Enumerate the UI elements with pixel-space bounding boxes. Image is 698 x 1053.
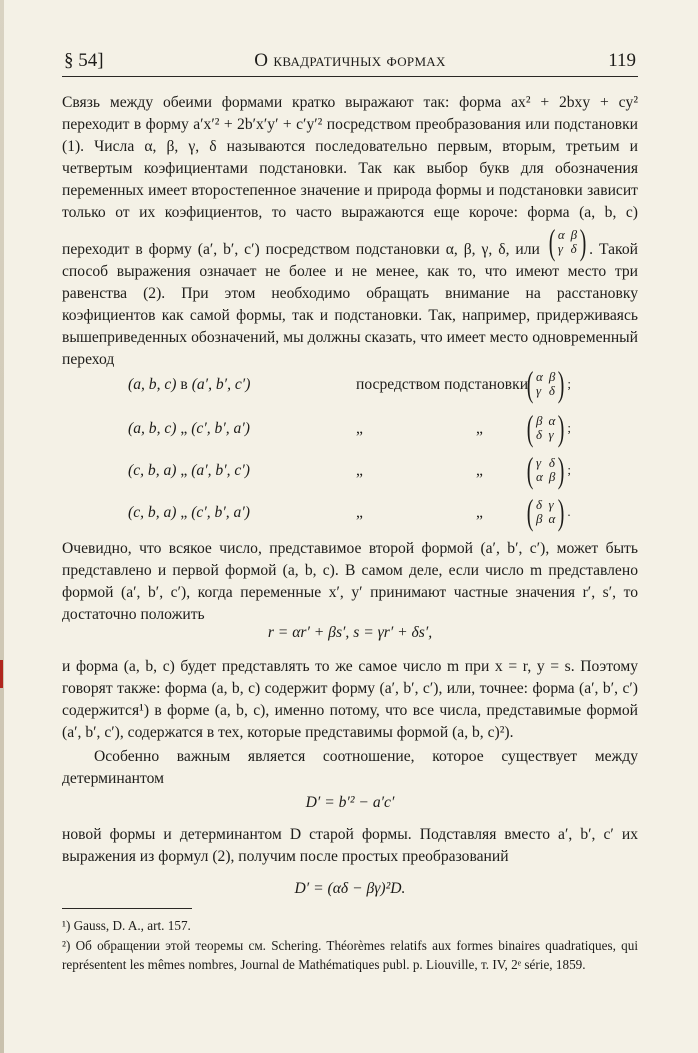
paragraph-4: Особенно важным является соотношение, которое существует между детерминантом (62, 748, 638, 787)
ditto-mark: „ (356, 504, 363, 521)
form-from: (c, b, a) (128, 462, 177, 479)
correspondence-row (128, 410, 608, 448)
form-from: (a, b, c) (128, 420, 177, 437)
section-number: § 54] (64, 50, 104, 71)
connector: „ (180, 462, 188, 479)
connector: „ (180, 504, 188, 521)
paragraph-5: новой формы и детерминантом D старой формы. Подставляя вместо a′, b′, c′ их выражения из формул (2), получим после простых преобразований (62, 826, 638, 865)
matrix-cell: β (570, 227, 578, 242)
paragraph-2: Очевидно, что всякое число, представимое второй формой (a′, b′, c′), может быть представлено и первой формой (a, b, c). В самом деле, если число m представлено формой (a′, b′, c′), когда переменные x′, y′ принимают частные значения r′, s′, то достаточно положить (62, 540, 638, 623)
form-to: (c′, b′, a′) (191, 504, 250, 521)
formula-substitution: r = αr′ + βs′, s = γr′ + δs′, (267, 624, 433, 641)
running-header (62, 46, 638, 77)
footnote-1: ¹) Gauss, D. A., art. 157. (62, 918, 191, 933)
form-to: (c′, b′, a′) (191, 420, 250, 437)
form-to: (a′, b′, c′) (191, 376, 251, 393)
ditto-mark: „ (476, 462, 483, 479)
chapter-title: О квадратичных формах (254, 50, 446, 71)
connector: „ (180, 420, 188, 437)
form-from: (a, b, c) (128, 376, 177, 393)
correspondence-row (128, 494, 608, 532)
formula-determinant-relation: D′ = (αδ − βγ)²D. (294, 880, 406, 897)
via-text: посредством подстановки (356, 376, 529, 393)
matrix-cell: γ (557, 241, 563, 256)
page-number: 119 (608, 50, 636, 71)
form-from: (c, b, a) (128, 504, 177, 521)
page-edge (0, 0, 4, 1053)
ditto-mark: „ (476, 420, 483, 437)
paragraph-1-tail: . Такой способ выражения означает не более и не менее, как то, что имеют место три равенства (2). При этом необходимо обращать внимание на расстановку коэфициентов как самой формы, так и подстановки. Так, например, придерживаясь вышеприведенных обозначений, мы должны сказать, что имеет место одновременный переход (62, 241, 638, 368)
matrix-cell: α (557, 227, 565, 242)
row-matrix: ( β α δ γ ) ; (526, 408, 571, 448)
row-matrix: ( α β γ δ ) ; (526, 364, 571, 404)
ditto-mark: „ (356, 420, 363, 437)
correspondence-row (128, 452, 608, 490)
row-matrix: ( γ δ α β ) ; (526, 450, 571, 490)
footnote-rule (62, 908, 192, 909)
paragraph-1-text: Связь между обеими формами кратко выражают так: форма ax² + 2bxy + cy² переходит в форму a′x′² + 2b′x′y′ + c′y′² посредством преобразования или подстановки (1). Числа α, β, γ, δ называются последовательно первым, вторым, третьим и четвертым коэфициентами подстановки. Так как выбор букв для обозначения переменных имеет второстепенное значение и природа формы и подстановки зависит только от их коэфициентов, то часто выражаются еще короче: форма (a, b, c) переходит в форму (a′, b′, c′) посредством подстановки α, β, γ, δ, или (62, 94, 638, 258)
correspondence-row (128, 366, 608, 404)
substitution-matrix: ( α β γ δ ) (548, 222, 587, 262)
formula-determinant: D′ = b′² − a′c′ (305, 794, 395, 811)
paragraph-1 (62, 92, 638, 371)
ditto-mark: „ (356, 462, 363, 479)
paragraph-3: и форма (a, b, c) будет представлять то же самое число m при x = r, y = s. Поэтому говорят также: форма (a, b, c) содержит форму (a′, b′, c′), или, точнее: форма (a′, b′, c′) содержится¹) в форме (a, b, c), именно потому, что все числа, представимые формой (a′, b′, c′), содержатся в тех, которые представимы формой (a, b, c)²). (62, 658, 638, 741)
margin-mark (0, 660, 3, 688)
form-to: (a′, b′, c′) (191, 462, 250, 479)
matrix-cell: δ (570, 241, 577, 256)
footnote-2: ²) Об обращении этой теоремы см. Schering. Théorèmes relatifs aux formes binaires quadratiques, qui représentent les mêmes nombres, Journal de Mathématiques publ. p. Liouville, т. IV, 2ᵉ série, 1859. (62, 938, 638, 972)
ditto-mark: „ (476, 504, 483, 521)
row-matrix: ( δ γ β α ) . (526, 492, 571, 532)
connector: в (180, 376, 188, 393)
